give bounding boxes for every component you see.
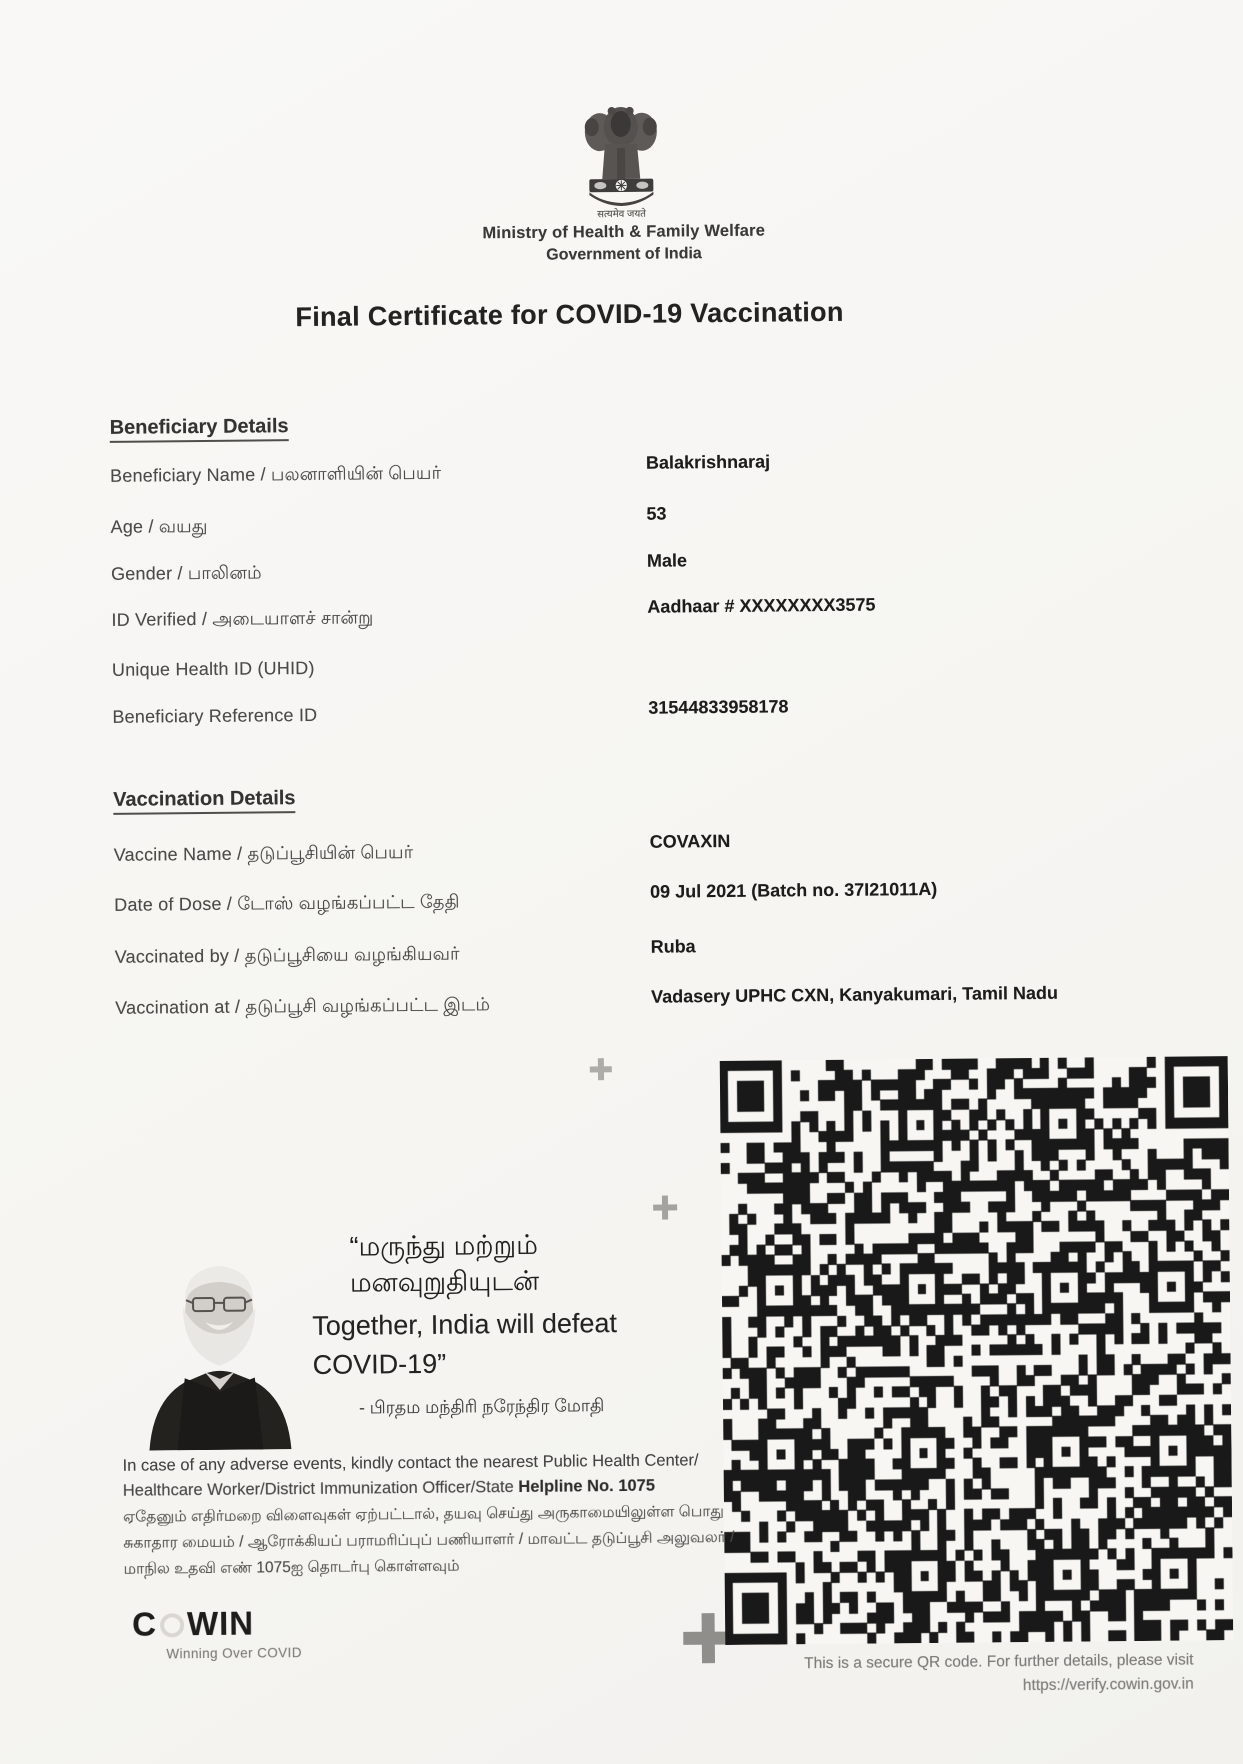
cowin-logo-o-icon bbox=[160, 1614, 184, 1638]
quote-english-line2: COVID-19” bbox=[312, 1348, 447, 1380]
vaccination-at-value: Vadasery UPHC CXN, Kanyakumari, Tamil Nadu bbox=[651, 982, 1059, 1007]
beneficiary-details-heading: Beneficiary Details bbox=[110, 415, 289, 443]
government-name: Government of India bbox=[546, 245, 702, 264]
cowin-logo-c: C bbox=[131, 1605, 158, 1643]
quote-tamil-line1: “மருந்து மற்றும் bbox=[349, 1229, 539, 1262]
beneficiary-reference-id-value: 31544833958178 bbox=[648, 696, 789, 718]
adverse-note-tamil-line2: சுகாதார மையம் / ஆரோக்கியப் பராமரிப்புப் பணியாளர் / மாவட்ட தடுப்பூசி அலுவலர் / bbox=[123, 1528, 735, 1552]
emblem-motto: सत्यमेव जयते bbox=[597, 208, 647, 221]
beneficiary-reference-id-label: Beneficiary Reference ID bbox=[112, 704, 318, 727]
quote-attribution: - பிரதம மந்திரி நரேந்திர மோதி bbox=[358, 1395, 605, 1418]
certificate-title: Final Certificate for COVID-19 Vaccination bbox=[295, 296, 844, 333]
qr-code bbox=[720, 1056, 1234, 1645]
adverse-note-line2 bbox=[123, 1477, 655, 1501]
vaccinated-by-value: Ruba bbox=[650, 936, 696, 957]
quote-tamil-line2: மனவுறுதியுடன் bbox=[349, 1265, 540, 1298]
beneficiary-name-label: Beneficiary Name / பலனாளியின் பெயர் bbox=[110, 462, 442, 486]
gender-label: Gender / பாலினம் bbox=[110, 562, 262, 584]
beneficiary-name-value: Balakrishnaraj bbox=[645, 451, 771, 473]
vaccination-at-label: Vaccination at / தடுப்பூசி வழங்கப்பட்ட இடம் bbox=[115, 994, 491, 1018]
plus-decoration-top-icon bbox=[590, 1058, 612, 1080]
age-label: Age / வயது bbox=[110, 515, 208, 537]
cowin-logo-win: WIN bbox=[186, 1604, 255, 1643]
adverse-note-line1: In case of any adverse events, kindly contact the nearest Public Health Center/ bbox=[122, 1451, 699, 1475]
date-of-dose-label: Date of Dose / டோஸ் வழங்கப்பட்ட தேதி bbox=[114, 891, 460, 915]
vaccine-name-label: Vaccine Name / தடுப்பூசியின் பெயர் bbox=[113, 841, 414, 865]
vaccinated-by-label: Vaccinated by / தடுப்பூசியை வழங்கியவர் bbox=[114, 943, 460, 967]
id-verified-label: ID Verified / அடையாளச் சான்று bbox=[111, 607, 374, 630]
plus-decoration-middle-icon bbox=[653, 1195, 677, 1219]
cowin-tagline: Winning Over COVID bbox=[166, 1645, 302, 1662]
age-value: 53 bbox=[646, 503, 667, 524]
cowin-logo bbox=[132, 1605, 254, 1644]
qr-secure-note-line1: This is a secure QR code. For further details, please visit bbox=[804, 1651, 1194, 1673]
helpline-number: Helpline No. 1075 bbox=[518, 1476, 656, 1497]
gender-value: Male bbox=[646, 550, 688, 571]
vaccination-details-heading: Vaccination Details bbox=[113, 787, 296, 815]
vaccine-name-value: COVAXIN bbox=[649, 830, 731, 852]
ministry-name: Ministry of Health & Family Welfare bbox=[482, 221, 766, 243]
uhid-label: Unique Health ID (UHID) bbox=[111, 657, 315, 680]
emblem-of-india-icon bbox=[570, 95, 671, 220]
adverse-note-tamil-line3: மாநில உதவி எண் 1075ஐ தொடர்பு கொள்ளவும் bbox=[123, 1557, 460, 1578]
qr-secure-note-line2: https://verify.cowin.gov.in bbox=[1022, 1675, 1194, 1695]
date-of-dose-value: 09 Jul 2021 (Batch no. 37I21011A) bbox=[650, 878, 938, 902]
adverse-note-line2-text: Healthcare Worker/District Immunization Officer/State bbox=[122, 1478, 519, 1500]
qr-secure-note bbox=[713, 1649, 1193, 1702]
pm-portrait-image bbox=[124, 1249, 304, 1451]
quote-english-line1: Together, India will defeat bbox=[312, 1308, 618, 1341]
adverse-note-tamil-line1: ஏதேனும் எதிர்மறை விளைவுகள் ஏற்பட்டால், தயவு செய்து அருகாமையிலுள்ள பொது bbox=[123, 1503, 724, 1526]
id-verified-value: Aadhaar # XXXXXXXX3575 bbox=[647, 594, 876, 617]
